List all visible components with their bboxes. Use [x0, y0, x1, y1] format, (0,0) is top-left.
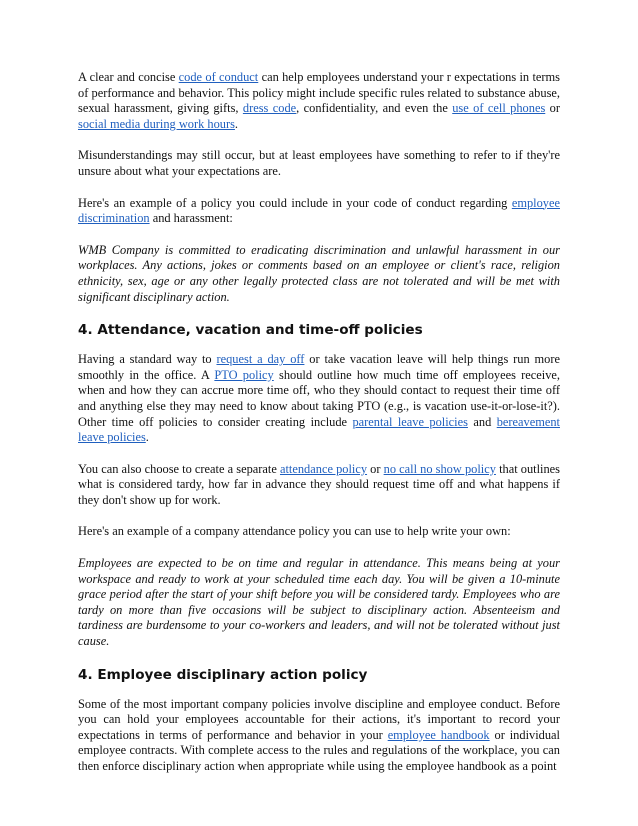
heading-attendance-policies: 4. Attendance, vacation and time-off policies	[78, 322, 423, 339]
heading-disciplinary-policy: 4. Employee disciplinary action policy	[78, 666, 368, 683]
link-pto-policy[interactable]: PTO policy	[214, 367, 274, 382]
link-employee-discrimination[interactable]: employee discrimination	[78, 195, 560, 226]
paragraph-disciplinary: Some of the most important company policies involve discipline and employee conduct. Before you can hold your employees accountable for their actions, it's important to record your expectations in terms of performance and behavior in your employee handbook or individual employee contracts. With complete access to the rules and regulations of the workplace, you can then enforce disciplinary action when appropriate while using the employee handbook as a point	[78, 696, 560, 773]
paragraph-attendance-policy: You can also choose to create a separate attendance policy or no call no show policy that outlines what is considered tardy, how far in advance they should request time off and what happens if they don't show up for work.	[78, 461, 561, 507]
link-request-a-day-off[interactable]: request a day off	[216, 352, 305, 367]
paragraph-time-off: Having a standard way to request a day off or take vacation leave will help things run more smoothly in the office. A PTO policy should outline how much time off employees receive, when and how they can accrue more time off, who they should contact to request their time off and anything else they may need to know about taking PTO (e.g., is vacation use-it-or-lose-it?). Other time off policies to consider creating include parental leave policies and bereavement leave policies.	[78, 352, 560, 445]
paragraph-misunderstandings: Misunderstandings may still occur, but at least employees have something to refer to if they're unsure about what your expectations are.	[78, 148, 560, 178]
link-code-of-conduct[interactable]: code of conduct	[178, 70, 259, 84]
link-social-media-during-work-hours[interactable]: social media during work hours	[78, 116, 235, 131]
link-bereavement-leave-policies[interactable]: bereavement leave policies	[78, 414, 560, 445]
link-parental-leave-policies[interactable]: parental leave policies	[352, 414, 468, 429]
paragraph-policy-example-intro: Here's an example of a policy you could include in your code of conduct regarding employee discrimination and harassment:	[78, 195, 560, 226]
link-use-of-cell-phones[interactable]: use of cell phones	[452, 101, 546, 116]
link-dress-code[interactable]: dress code	[242, 101, 297, 116]
link-attendance-policy[interactable]: attendance policy	[279, 461, 368, 476]
paragraph-discrimination-policy-example: WMB Company is committed to eradicating discrimination and unlawful harassment in our workplaces. Any actions, jokes or comments based on an employee or client's race, religion ethnicity, sex, age or any other legally protected class are not tolerated and will be met with significant disciplinary action.	[78, 242, 560, 304]
paragraph-attendance-policy-example: Employees are expected to be on time and regular in attendance. This means being at your workspace and ready to work at your scheduled time each day. You will be given a 10-minute grace period after the start of your shift before you will be considered tardy. Employees who are tardy on more than five occasions will be subject to disciplinary action. Absenteeism and tardiness are burdensome to your co-workers and leaders, and will not be tolerated without just cause.	[78, 556, 560, 649]
link-employee-handbook[interactable]: employee handbook	[387, 727, 490, 742]
paragraph-code-of-conduct: A clear and concise code of conduct can help employees understand your r expectations in terms of performance and behavior. This policy might include specific rules related to substance abuse, sexual harassment, giving gifts, dress code, confidentiality, and even the use of cell phones or social media during work hours.	[78, 70, 560, 131]
paragraph-attendance-example-intro: Here's an example of a company attendance policy you can use to help write your own:	[78, 524, 511, 539]
link-no-call-no-show-policy[interactable]: no call no show policy	[383, 461, 496, 476]
